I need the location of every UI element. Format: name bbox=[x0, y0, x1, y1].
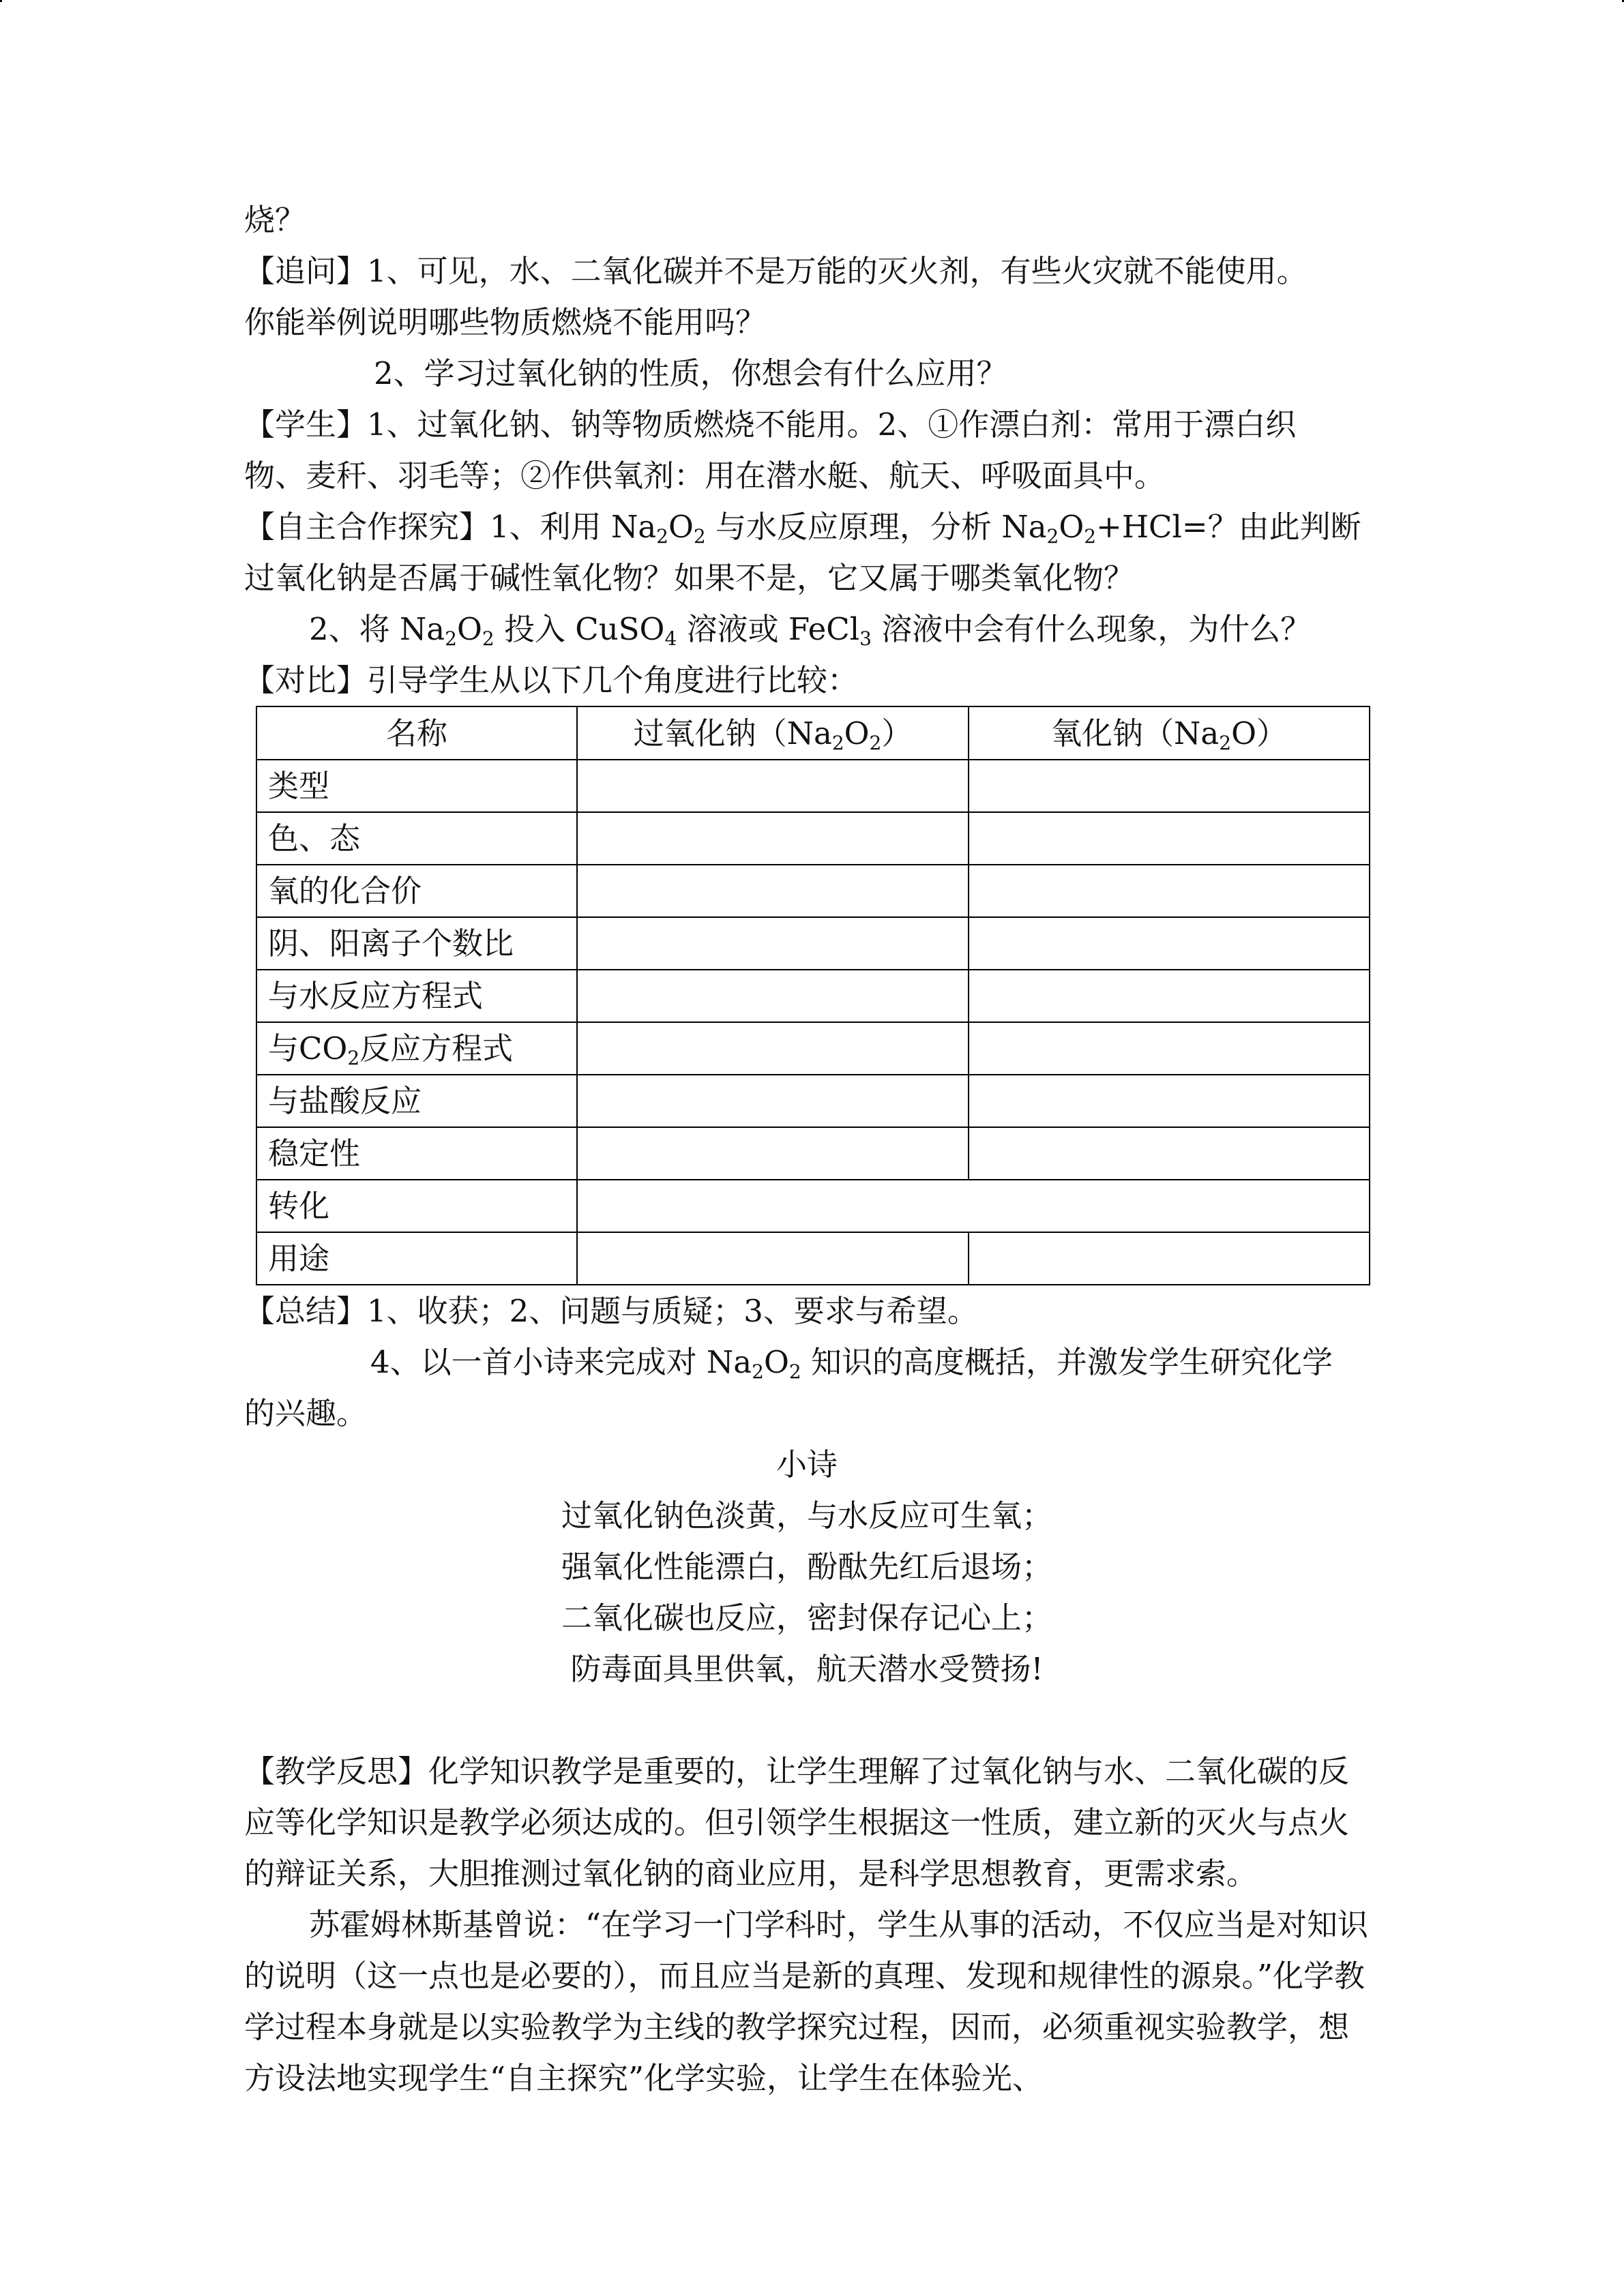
table-cell bbox=[577, 1232, 969, 1285]
corner-mark-left bbox=[0, 0, 2, 2]
table-cell bbox=[969, 1232, 1370, 1285]
table-cell bbox=[969, 865, 1370, 917]
table-cell bbox=[577, 1127, 969, 1180]
poem-title: 小诗 bbox=[776, 1446, 838, 1482]
summary-item-4-cont: 的兴趣。 bbox=[244, 1395, 368, 1431]
table-header-row bbox=[256, 706, 1370, 760]
table-cell bbox=[577, 1022, 969, 1075]
table-cell bbox=[969, 812, 1370, 865]
comparison-table bbox=[256, 706, 1370, 1285]
table-cell bbox=[969, 1127, 1370, 1180]
table-row bbox=[256, 1075, 1370, 1127]
row-label: 与水反应方程式 bbox=[256, 970, 577, 1022]
followup-item-2: 2、学习过氧化钠的性质，你想会有什么应用？ bbox=[374, 355, 1007, 391]
table-row bbox=[256, 1127, 1370, 1180]
table-row bbox=[256, 1232, 1370, 1285]
text-line-continuation: 烧？ bbox=[244, 202, 306, 238]
table-cell bbox=[969, 760, 1370, 812]
explore-paragraph: 【自主合作探究】1、利用 $Na_2O_2$ 与水反应原理，分析 $Na_2O_2+HCl=$？由此判断 bbox=[244, 509, 1361, 548]
poem-line: 防毒面具里供氧，航天潜水受赞扬! bbox=[570, 1651, 1044, 1687]
poem bbox=[244, 1439, 1370, 1695]
table-cell bbox=[577, 917, 969, 970]
quote-paragraph: 苏霍姆林斯基曾说：“在学习一门学科时，学生从事的活动，不仅应当是对知识的说明（这一点也是必要的），而且应当是新的真理、发现和规律性的源泉。”化学教学过程本身就是以实验教学为主线的教学探究过程，因而，必须重视实验教学，想方设法地实现学生“自主探究”化学实验，让学生在体验光、 bbox=[244, 1907, 1369, 2096]
poem-line: 二氧化碳也反应，密封保存记心上； bbox=[561, 1600, 1052, 1636]
explore-tag: 【自主合作探究】 bbox=[244, 509, 490, 545]
explore-paragraph-cont: 过氧化钠是否属于碱性氧化物？如果不是，它又属于哪类氧化物？ bbox=[244, 560, 1135, 596]
table-cell bbox=[577, 760, 969, 812]
followup-tag: 【追问】 bbox=[244, 253, 368, 289]
spacer bbox=[244, 1695, 1370, 1746]
row-label: 稳定性 bbox=[256, 1127, 577, 1180]
row-label: 与盐酸反应 bbox=[256, 1075, 577, 1127]
table-row bbox=[256, 812, 1370, 865]
reflection-tag: 【教学反思】 bbox=[244, 1753, 429, 1789]
followup-paragraph-cont: 你能举例说明哪些物质燃烧不能用吗？ bbox=[244, 304, 767, 340]
row-label: 用途 bbox=[256, 1232, 577, 1285]
table-row bbox=[256, 760, 1370, 812]
header-name: 名称 bbox=[256, 706, 577, 760]
header-sodium-peroxide: 过氧化钠$(Na_2O_2)$ bbox=[577, 706, 969, 760]
table-cell bbox=[969, 970, 1370, 1022]
summary-item-4: 4、以一首小诗来完成对 $Na_2O_2$ 知识的高度概括，并激发学生研究化学 bbox=[370, 1344, 1333, 1383]
row-label: 类型 bbox=[256, 760, 577, 812]
table-row bbox=[256, 1180, 1370, 1232]
reflection-paragraph: 【教学反思】化学知识教学是重要的，让学生理解了过氧化钠与水、二氧化碳的反应等化学知识是教学必须达成的。但引领学生根据这一性质，建立新的灭火与点火的辩证关系，大胆推测过氧化钠的商业应用，是科学思想教育，更需求索。 bbox=[244, 1753, 1350, 1892]
explore-item-2: 2、将 $Na_2O_2$ 投入 CuSO$_4$ 溶液或 FeCl$_3$ 溶液中会有什么现象，为什么？ bbox=[309, 611, 1312, 650]
document-body bbox=[244, 194, 1370, 2104]
poem-line: 过氧化钠色淡黄，与水反应可生氧； bbox=[561, 1497, 1052, 1534]
table-cell bbox=[577, 865, 969, 917]
summary-paragraph: 【总结】1、收获；2、问题与质疑；3、要求与希望。 bbox=[244, 1293, 978, 1329]
compare-paragraph: 【对比】引导学生从以下几个角度进行比较： bbox=[244, 662, 859, 698]
table-row bbox=[256, 865, 1370, 917]
table-cell-merged bbox=[577, 1180, 1370, 1232]
student-paragraph-cont: 物、麦秆、羽毛等；②作供氧剂：用在潜水艇、航天、呼吸面具中。 bbox=[244, 458, 1166, 494]
compare-tag: 【对比】 bbox=[244, 662, 368, 698]
student-paragraph: 【学生】1、过氧化钠、钠等物质燃烧不能用。2、①作漂白剂：常用于漂白织 bbox=[244, 406, 1297, 443]
followup-paragraph: 【追问】1、可见，水、二氧化碳并不是万能的灭火剂，有些火灾就不能使用。 bbox=[244, 253, 1308, 289]
row-label: 转化 bbox=[256, 1180, 577, 1232]
table-row bbox=[256, 970, 1370, 1022]
table-cell bbox=[969, 917, 1370, 970]
summary-tag: 【总结】 bbox=[244, 1293, 368, 1329]
row-label: 氧的化合价 bbox=[256, 865, 577, 917]
table-row bbox=[256, 917, 1370, 970]
row-label: 色、态 bbox=[256, 812, 577, 865]
table-cell bbox=[577, 812, 969, 865]
table-cell bbox=[577, 970, 969, 1022]
table-cell bbox=[577, 1075, 969, 1127]
header-sodium-oxide: 氧化钠$(Na_2O)$ bbox=[969, 706, 1370, 760]
poem-line: 强氧化性能漂白，酚酞先红后退场； bbox=[561, 1549, 1052, 1585]
student-tag: 【学生】 bbox=[244, 406, 368, 443]
table-cell bbox=[969, 1022, 1370, 1075]
row-label: 阴、阳离子个数比 bbox=[256, 917, 577, 970]
row-label: 与$CO_2$反应方程式 bbox=[256, 1022, 577, 1075]
table-cell bbox=[969, 1075, 1370, 1127]
table-row bbox=[256, 1022, 1370, 1075]
